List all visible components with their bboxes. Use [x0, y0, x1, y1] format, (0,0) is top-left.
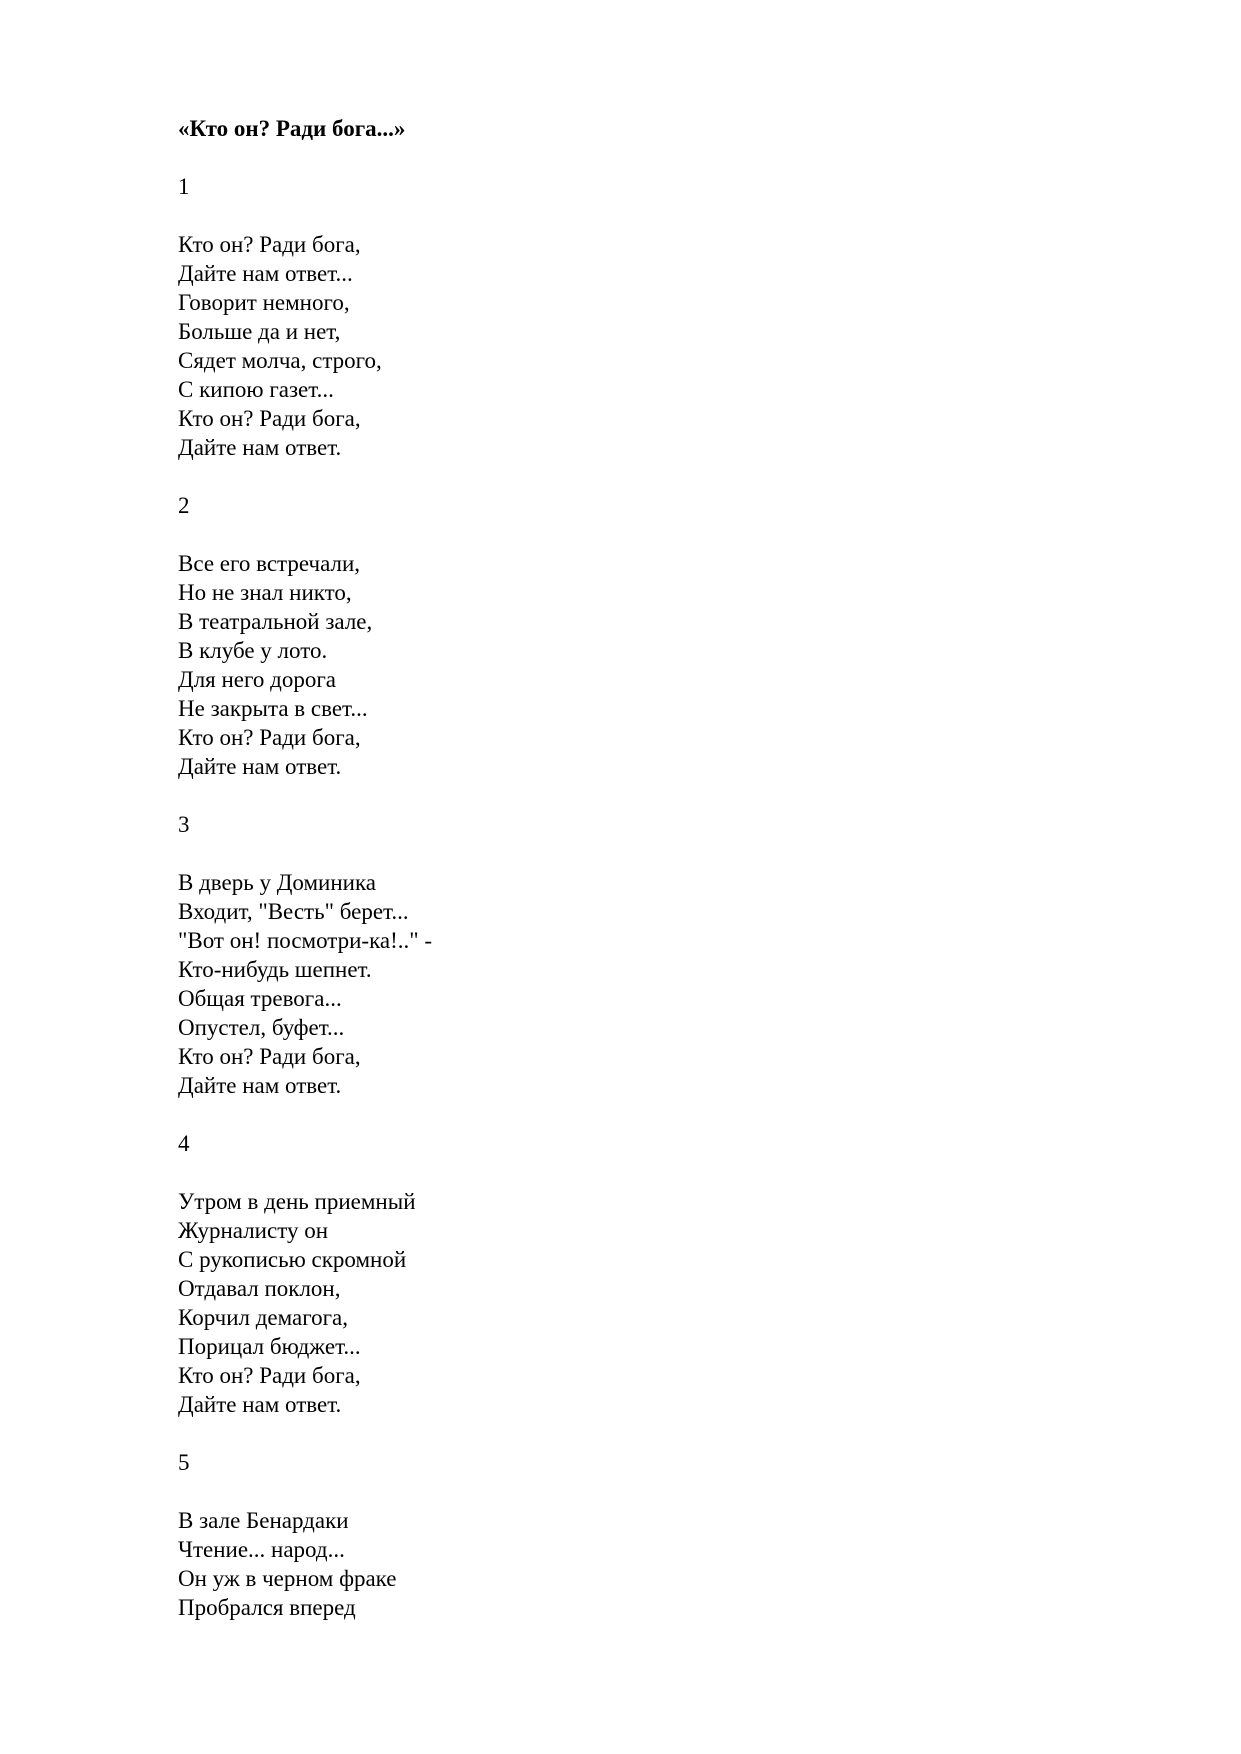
stanza: [178, 1187, 1078, 1419]
poem-line: Не закрыта в свет...: [178, 696, 368, 721]
poem-line: Сядет молча, строго,: [178, 348, 382, 373]
poem-line: Больше да и нет,: [178, 319, 341, 344]
poem-line: Кто он? Ради бога,: [178, 406, 361, 431]
stanza: [178, 549, 1078, 781]
poem-line: Корчил демагога,: [178, 1305, 348, 1330]
poem-line: Дайте нам ответ.: [178, 1392, 342, 1417]
poem-line: Утром в день приемный: [178, 1189, 416, 1214]
poem-line: Кто он? Ради бога,: [178, 725, 361, 750]
poem-line: Дайте нам ответ.: [178, 1073, 342, 1098]
stanza: [178, 230, 1078, 462]
poem-line: Общая тревога...: [178, 986, 342, 1011]
stanza-number: 3: [178, 812, 190, 837]
poem-title: «Кто он? Ради бога...»: [178, 116, 406, 141]
poem-line: Дайте нам ответ.: [178, 754, 342, 779]
poem-line: Кто он? Ради бога,: [178, 1044, 361, 1069]
poem-line: В зале Бенардаки: [178, 1508, 349, 1533]
poem-line: Говорит немного,: [178, 290, 350, 315]
document-page: [178, 114, 1078, 1622]
poem-line: С рукописью скромной: [178, 1247, 407, 1272]
poem-line: Дайте нам ответ...: [178, 261, 353, 286]
poem-line: Отдавал поклон,: [178, 1276, 341, 1301]
stanza-number: 2: [178, 493, 190, 518]
poem-line: "Вот он! посмотри-ка!.." -: [178, 928, 433, 953]
stanza: [178, 868, 1078, 1100]
poem-line: Все его встречали,: [178, 551, 361, 576]
poem-line: Опустел, буфет...: [178, 1015, 345, 1040]
poem-line: Порицал бюджет...: [178, 1334, 361, 1359]
poem-line: В клубе у лото.: [178, 638, 328, 663]
poem-line: С кипою газет...: [178, 377, 334, 402]
poem-line: Для него дорога: [178, 667, 336, 692]
poem-line: Он уж в черном фраке: [178, 1566, 397, 1591]
stanza-number: 5: [178, 1450, 190, 1475]
poem-line: В дверь у Доминика: [178, 870, 376, 895]
stanza: [178, 1506, 1078, 1622]
poem-line: Чтение... народ...: [178, 1537, 345, 1562]
poem-line: Кто он? Ради бога,: [178, 1363, 361, 1388]
poem-line: Пробрался вперед: [178, 1595, 356, 1620]
poem-line: Но не знал никто,: [178, 580, 352, 605]
stanza-number: 4: [178, 1131, 190, 1156]
poem-line: Дайте нам ответ.: [178, 435, 342, 460]
poem-line: Входит, "Весть" берет...: [178, 899, 409, 924]
poem-line: Кто он? Ради бога,: [178, 232, 361, 257]
poem-line: Кто-нибудь шепнет.: [178, 957, 372, 982]
stanza-number: 1: [178, 174, 190, 199]
poem-line: Журналисту он: [178, 1218, 329, 1243]
poem-line: В театральной зале,: [178, 609, 373, 634]
